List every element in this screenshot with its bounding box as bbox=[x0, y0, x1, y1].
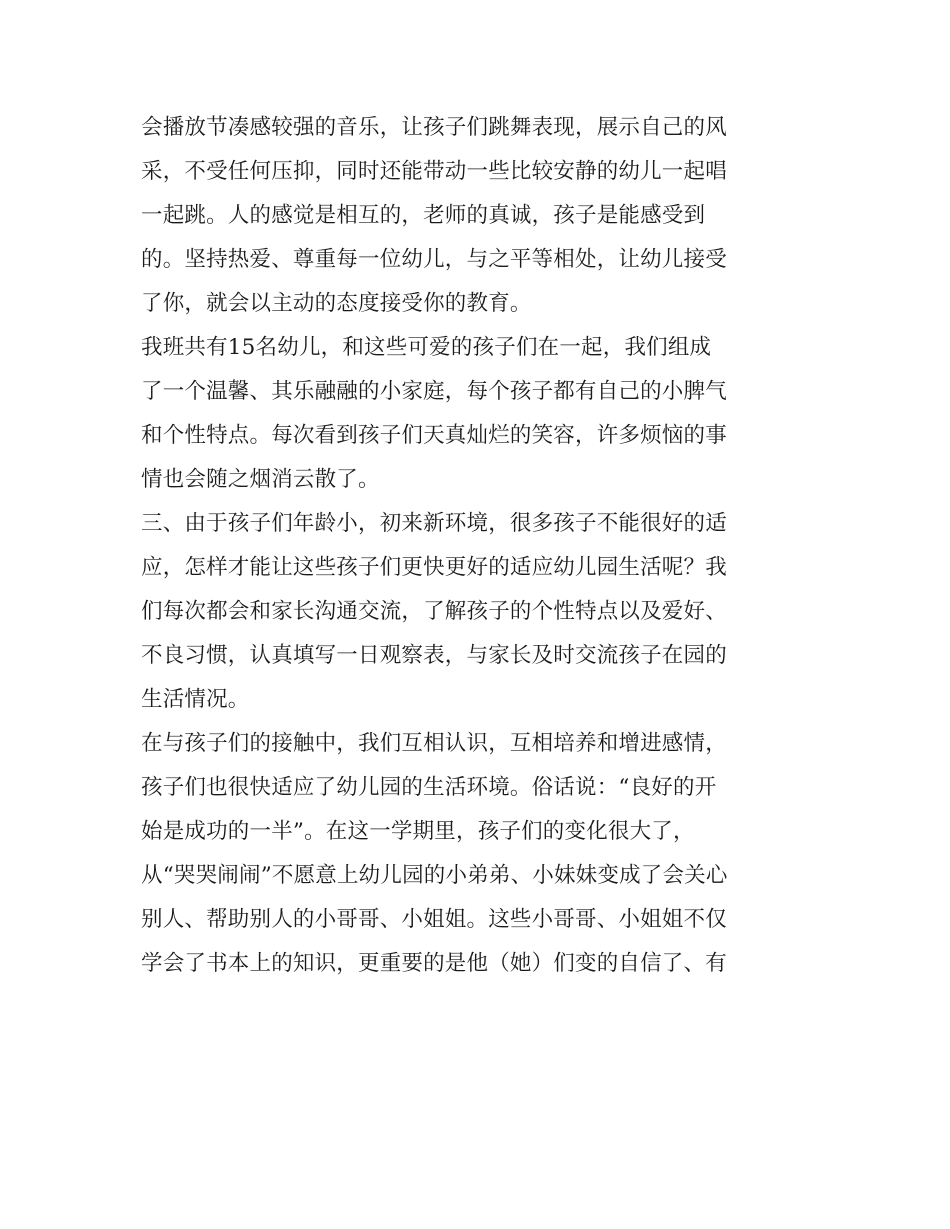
text-line: 应，怎样才能让这些孩子们更快更好的适应幼儿园生活呢？我 bbox=[141, 555, 727, 580]
text-line: 了一个温馨、其乐融融的小家庭，每个孩子都有自己的小脾气 bbox=[141, 379, 727, 404]
text-line: 情也会随之烟消云散了。 bbox=[141, 467, 380, 492]
document-body bbox=[141, 106, 821, 986]
text-line: 我班共有15名幼儿，和这些可爱的孩子们在一起，我们组成 bbox=[141, 335, 712, 360]
text-line: 们每次都会和家长沟通交流，了解孩子的个性特点以及爱好、 bbox=[141, 599, 727, 624]
text-line: 了你，就会以主动的态度接受你的教育。 bbox=[141, 291, 532, 316]
text-line: 的。坚持热爱、尊重每一位幼儿，与之平等相处，让幼儿接受 bbox=[141, 247, 727, 272]
text-line: 会播放节凑感较强的音乐，让孩子们跳舞表现，展示自己的风 bbox=[141, 115, 727, 140]
text-line: 采，不受任何压抑，同时还能带动一些比较安静的幼儿一起唱 bbox=[141, 159, 727, 184]
text-line: 从“哭哭闹闹”不愿意上幼儿园的小弟弟、小妹妹变成了会关心 bbox=[141, 863, 728, 888]
text-line: 在与孩子们的接触中，我们互相认识，互相培养和增进感情， bbox=[141, 731, 727, 756]
text-line: 不良习惯，认真填写一日观察表，与家长及时交流孩子在园的 bbox=[141, 643, 727, 668]
text-line: 孩子们也很快适应了幼儿园的生活环境。俗话说：“良好的开 bbox=[141, 775, 717, 800]
text-line: 三、由于孩子们年龄小，初来新环境，很多孩子不能很好的适 bbox=[141, 511, 727, 536]
text-line: 学会了书本上的知识，更重要的是他（她）们变的自信了、有 bbox=[141, 951, 727, 976]
text-line: 始是成功的一半”。在这一学期里，孩子们的变化很大了， bbox=[141, 819, 695, 844]
text-line: 一起跳。人的感觉是相互的，老师的真诚，孩子是能感受到 bbox=[141, 203, 706, 228]
text-line: 和个性特点。每次看到孩子们天真灿烂的笑容，许多烦恼的事 bbox=[141, 423, 727, 448]
text-line: 别人、帮助别人的小哥哥、小姐姐。这些小哥哥、小姐姐不仅 bbox=[141, 907, 727, 932]
text-line: 生活情况。 bbox=[141, 687, 250, 712]
